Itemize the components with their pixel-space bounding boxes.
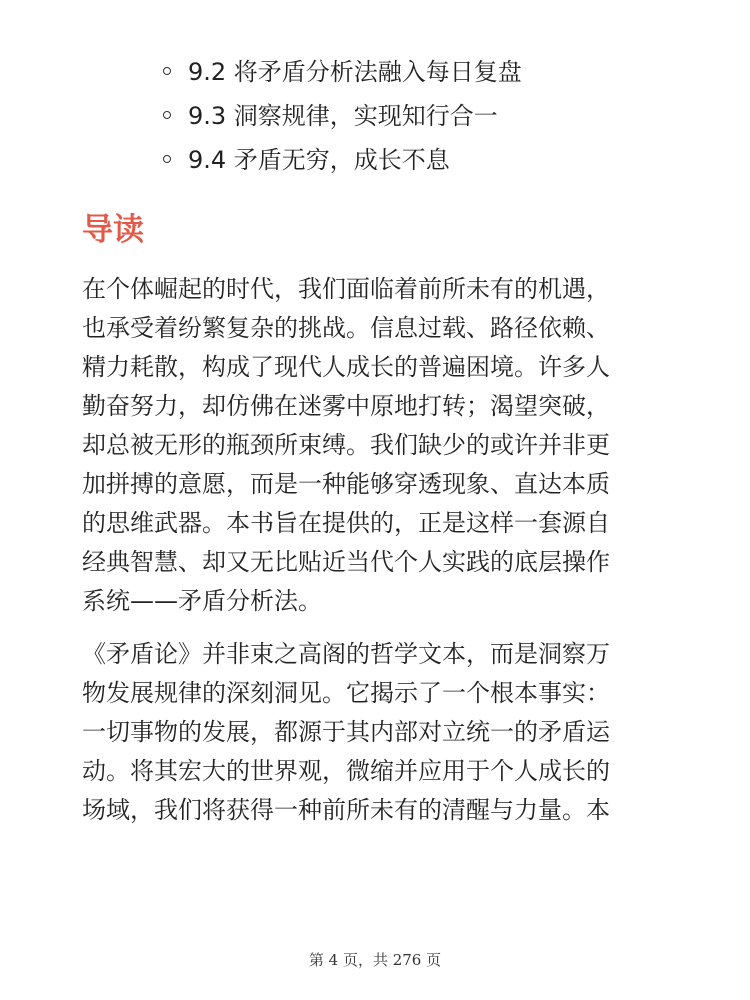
section-heading: 导读	[82, 212, 144, 248]
toc-item[interactable]	[0, 138, 750, 182]
paragraph-line: 动。将其宏大的世界观，微缩并应用于个人成长的	[82, 757, 610, 785]
paragraph-line: 经典智慧、却又无比贴近当代个人实践的底层操作	[82, 548, 610, 576]
paragraph-line: 的思维武器。本书旨在提供的，正是这样一套源自	[82, 509, 610, 537]
paragraph-line: 也承受着纷繁复杂的挑战。信息过载、路径依赖、	[82, 314, 610, 342]
paragraph-line: 一切事物的发展，都源于其内部对立统一的矛盾运	[82, 718, 610, 746]
paragraph-line: 在个体崛起的时代，我们面临着前所未有的机遇，	[82, 275, 610, 303]
body-paragraph	[82, 270, 682, 621]
paragraph-line: 物发展规律的深刻洞见。它揭示了一个根本事实：	[82, 679, 610, 707]
toc-item[interactable]	[0, 50, 750, 94]
paragraph-line: 却总被无形的瓶颈所束缚。我们缺少的或许并非更	[82, 431, 610, 459]
page-number-footer: 第 4 页，共 276 页	[308, 951, 442, 969]
paragraph-line: 场域，我们将获得一种前所未有的清醒与力量。本	[82, 796, 610, 824]
paragraph-line: 系统——矛盾分析法。	[82, 587, 322, 615]
paragraph-line: 《矛盾论》并非束之高阁的哲学文本，而是洞察万	[82, 640, 610, 668]
toc-item-label: 9.4 矛盾无穷，成长不息	[188, 146, 450, 174]
circle-bullet-icon	[163, 111, 171, 119]
paragraph-line: 精力耗散，构成了现代人成长的普遍困境。许多人	[82, 353, 610, 381]
paragraph-line: 勤奋努力，却仿佛在迷雾中原地打转；渴望突破，	[82, 392, 610, 420]
toc-item[interactable]	[0, 94, 750, 138]
body-paragraph	[82, 635, 682, 830]
toc-item-label: 9.3 洞察规律，实现知行合一	[188, 102, 498, 130]
toc-list	[0, 50, 750, 182]
circle-bullet-icon	[163, 155, 171, 163]
paragraph-line: 加拼搏的意愿，而是一种能够穿透现象、直达本质	[82, 470, 610, 498]
toc-item-label: 9.2 将矛盾分析法融入每日复盘	[188, 58, 522, 86]
circle-bullet-icon	[163, 67, 171, 75]
